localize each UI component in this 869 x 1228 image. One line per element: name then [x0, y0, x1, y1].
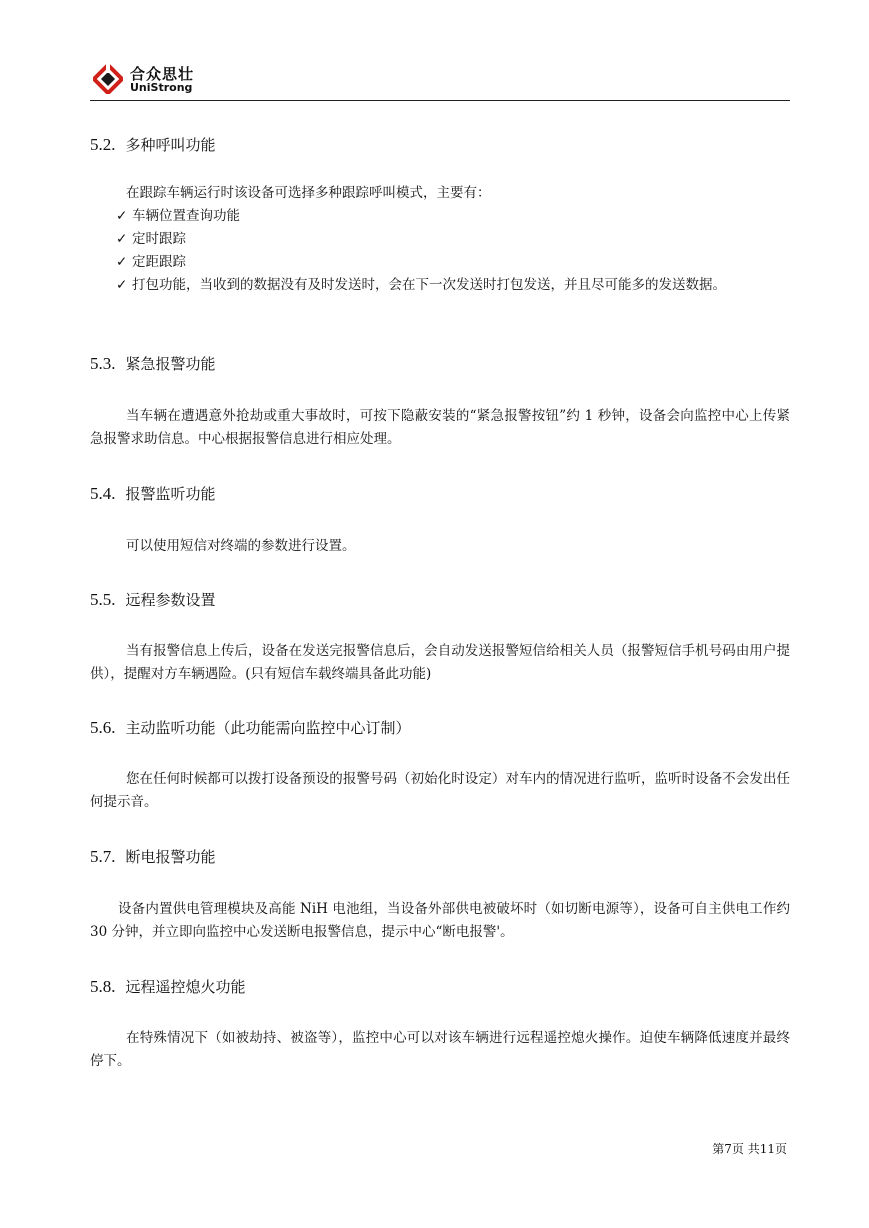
section-number: 5.8. — [90, 977, 116, 996]
section-body: 您在任何时候都可以拨打设备预设的报警号码（初始化时设定）对车内的情况进行监听，监听时设备不会发出任何提示音。 — [90, 771, 790, 810]
section-number: 5.3. — [90, 354, 116, 373]
section-title: 断电报警功能 — [125, 848, 216, 866]
list-item: ✓ 定距跟踪 — [90, 251, 790, 274]
section-heading — [90, 353, 790, 375]
section-5-7 — [90, 846, 790, 944]
section-heading — [90, 483, 790, 505]
section-heading — [90, 589, 790, 611]
section-number: 5.5. — [90, 590, 116, 609]
section-5-3 — [90, 353, 790, 451]
list-item: ✓ 定时跟踪 — [90, 228, 790, 251]
section-body: 当有报警信息上传后，设备在发送完报警信息后，会自动发送报警短信给相关人员（报警短信手机号码由用户提供），提醒对方车辆遇险。(只有短信车载终端具备此功能) — [90, 643, 790, 682]
logo-english-name: UniStrong — [130, 81, 193, 94]
section-title: 远程参数设置 — [125, 591, 216, 609]
section-title: 多种呼叫功能 — [125, 136, 216, 154]
section-number: 5.7. — [90, 847, 116, 866]
check-icon: ✓ — [116, 254, 128, 270]
section-body: 在特殊情况下（如被劫持、被盗等），监控中心可以对该车辆进行远程遥控熄火操作。迫使车辆降低速度并最终停下。 — [90, 1030, 790, 1069]
check-icon: ✓ — [116, 208, 128, 224]
check-icon: ✓ — [116, 231, 128, 247]
feature-list — [90, 205, 790, 297]
section-body: 当车辆在遭遇意外抢劫或重大事故时，可按下隐蔽安装的“紧急报警按钮”约 1 秒钟，设备会向监控中心上传紧急报警求助信息。中心根据报警信息进行相应处理。 — [90, 408, 790, 447]
section-body: 可以使用短信对终端的参数进行设置。 — [126, 538, 356, 554]
section-heading — [90, 846, 790, 868]
section-5-4 — [90, 483, 790, 558]
page-header — [90, 60, 790, 101]
check-icon: ✓ — [116, 277, 128, 293]
section-title: 远程遥控熄火功能 — [125, 978, 246, 996]
page-number: 第7页 共11页 — [712, 1142, 787, 1156]
unistrong-logo-icon — [93, 64, 123, 94]
section-5-5 — [90, 589, 790, 686]
list-item: ✓ 车辆位置查询功能 — [90, 205, 790, 228]
section-number: 5.4. — [90, 484, 116, 503]
section-title: 紧急报警功能 — [125, 355, 216, 373]
section-5-8 — [90, 976, 790, 1073]
section-5-6 — [90, 717, 790, 814]
section-heading — [90, 134, 790, 156]
section-title: 主动监听功能（此功能需向监控中心订制） — [125, 719, 411, 737]
section-heading — [90, 717, 790, 739]
section-5-2 — [90, 134, 790, 297]
section-heading — [90, 976, 790, 998]
section-number: 5.2. — [90, 135, 116, 154]
section-number: 5.6. — [90, 718, 116, 737]
section-body: 设备内置供电管理模块及高能 NiH 电池组，当设备外部供电被破坏时（如切断电源等），设备可自主供电工作约 30 分钟，并立即向监控中心发送断电报警信息，提示中心“断电报警'。 — [90, 901, 790, 940]
list-item: ✓ 打包功能，当收到的数据没有及时发送时，会在下一次发送时打包发送，并且尽可能多的发送数据。 — [90, 274, 790, 297]
section-intro: 在跟踪车辆运行时该设备可选择多种跟踪呼叫模式，主要有： — [126, 185, 491, 201]
logo-chinese-name: 合众思壮 — [130, 65, 195, 83]
section-title: 报警监听功能 — [125, 485, 216, 503]
